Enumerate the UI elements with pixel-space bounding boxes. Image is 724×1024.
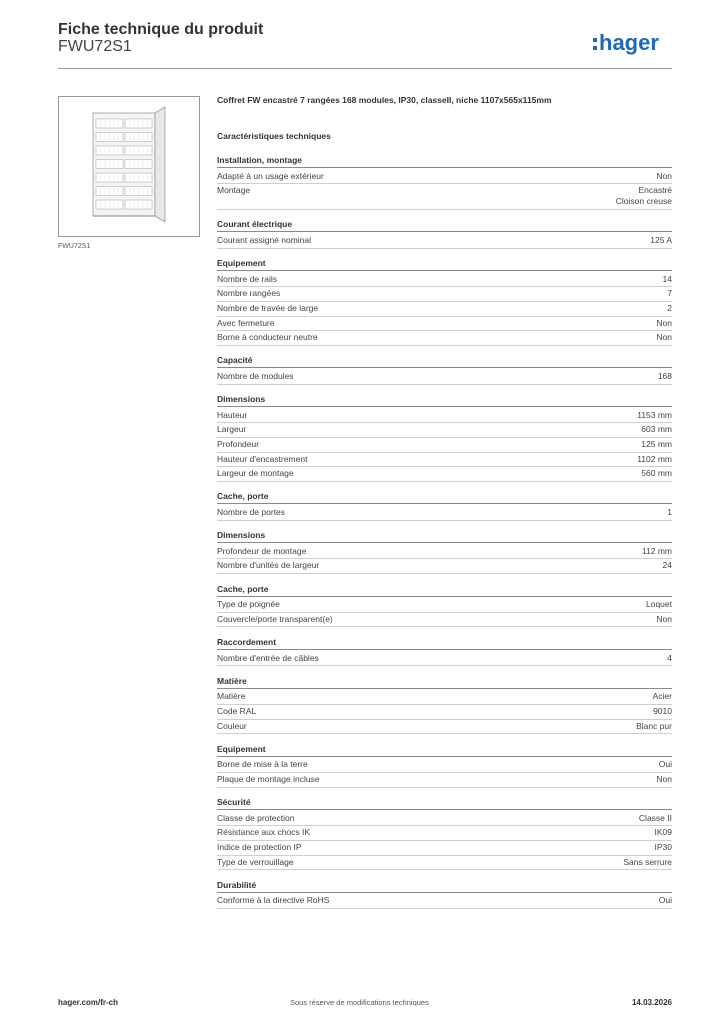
spec-row bbox=[217, 841, 672, 856]
spec-row bbox=[217, 331, 672, 346]
spec-value: Non bbox=[656, 332, 672, 343]
image-caption: FWU72S1 bbox=[58, 243, 91, 250]
spec-row bbox=[217, 370, 672, 385]
spec-row bbox=[217, 894, 672, 909]
spec-value: Oui bbox=[658, 895, 672, 906]
spec-label: Borne à conducteur neutre bbox=[217, 332, 318, 343]
footer-website: hager.com/fr-ch bbox=[58, 998, 119, 1007]
spec-label: Nombre de portes bbox=[217, 507, 286, 517]
spec-row bbox=[217, 545, 672, 560]
spec-row bbox=[217, 758, 672, 773]
spec-label: Nombre d'entrée de câbles bbox=[217, 652, 319, 663]
spec-value: Non bbox=[656, 317, 672, 328]
spec-value: 125 A bbox=[650, 235, 672, 245]
spec-value: Non bbox=[656, 613, 672, 624]
spec-row bbox=[217, 826, 672, 841]
spec-value: 1 bbox=[667, 507, 672, 517]
footer-notice: Sous réserve de modifications techniques bbox=[290, 998, 429, 1007]
spec-label: Indice de protection IP bbox=[217, 842, 302, 852]
spec-value: 4 bbox=[667, 652, 672, 663]
spec-row bbox=[217, 438, 672, 453]
section-title: Installation, montage bbox=[217, 155, 672, 168]
spec-label: Profondeur bbox=[217, 439, 260, 449]
section-title: Dimensions bbox=[217, 530, 672, 543]
spec-row bbox=[217, 302, 672, 317]
spec-row bbox=[217, 506, 672, 521]
spec-label: Nombre de rails bbox=[217, 273, 277, 284]
spec-value: Encastré bbox=[638, 185, 672, 196]
spec-row bbox=[217, 467, 672, 482]
section-title: Durabilité bbox=[217, 880, 672, 893]
spec-value: IP30 bbox=[654, 842, 672, 852]
section-title: Equipement bbox=[217, 258, 672, 271]
spec-value: Blanc pur bbox=[636, 720, 672, 731]
spec-value: Classe II bbox=[638, 812, 672, 823]
spec-row bbox=[217, 273, 672, 288]
spec-row bbox=[217, 705, 672, 720]
spec-row bbox=[217, 170, 672, 185]
spec-value: Sans serrure bbox=[623, 856, 672, 867]
spec-row bbox=[217, 613, 672, 628]
spec-value: 24 bbox=[662, 560, 672, 571]
spec-label: Largeur bbox=[217, 424, 247, 435]
spec-row bbox=[217, 234, 672, 249]
section-title: Dimensions bbox=[217, 394, 672, 407]
spec-label: Montage bbox=[217, 185, 251, 196]
section-title: Capacité bbox=[217, 355, 672, 368]
section-title: Matière bbox=[217, 676, 672, 689]
spec-value: 14 bbox=[662, 273, 672, 284]
spec-row bbox=[217, 409, 672, 424]
footer-date: 14.03.2026 bbox=[631, 998, 672, 1007]
spec-row bbox=[217, 812, 672, 827]
product-image bbox=[58, 96, 200, 237]
header-divider bbox=[58, 68, 672, 69]
spec-label: Nombre rangées bbox=[217, 288, 281, 299]
spec-row bbox=[217, 773, 672, 788]
spec-row bbox=[217, 856, 672, 871]
spec-value: Acier bbox=[652, 691, 672, 702]
section-title: Courant électrique bbox=[217, 219, 672, 232]
spec-label: Conforme à la directive RoHS bbox=[217, 895, 330, 906]
spec-label: Type de verrouillage bbox=[217, 856, 294, 867]
spec-label: Courant assigné nominal bbox=[217, 235, 312, 245]
spec-label: Nombre d'unités de largeur bbox=[217, 560, 320, 571]
spec-value: 2 bbox=[667, 303, 672, 313]
spec-value: 1153 mm bbox=[637, 409, 672, 420]
spec-value: Non bbox=[656, 170, 672, 181]
cabinet-illustration bbox=[59, 97, 199, 236]
spec-label: Avec fermeture bbox=[217, 317, 275, 328]
spec-label: Code RAL bbox=[217, 706, 257, 716]
spec-label: Largeur de montage bbox=[217, 468, 294, 479]
section-title: Raccordement bbox=[217, 637, 672, 650]
spec-label: Couleur bbox=[217, 720, 247, 731]
spec-row bbox=[217, 720, 672, 735]
spec-label: Nombre de modules bbox=[217, 371, 294, 381]
spec-label: Hauteur d'encastrement bbox=[217, 453, 308, 464]
spec-label: Couvercle/porte transparent(e) bbox=[217, 613, 333, 624]
section-title: Sécurité bbox=[217, 797, 672, 810]
spec-label: Profondeur de montage bbox=[217, 545, 307, 556]
spec-value: Loquet bbox=[646, 599, 672, 610]
spec-row bbox=[217, 453, 672, 468]
spec-label: Matière bbox=[217, 691, 246, 702]
spec-label: Hauteur bbox=[217, 409, 248, 420]
product-reference: FWU72S1 bbox=[58, 38, 132, 55]
spec-label: Borne de mise à la terre bbox=[217, 759, 308, 770]
section-title: Equipement bbox=[217, 744, 672, 757]
spec-row bbox=[217, 559, 672, 574]
spec-row bbox=[217, 652, 672, 667]
spec-value-secondary: Cloison creuse bbox=[615, 196, 672, 207]
spec-label: Résistance aux chocs IK bbox=[217, 827, 311, 838]
svg-text:hager: hager bbox=[599, 30, 659, 55]
spec-value: 1102 mm bbox=[637, 453, 672, 464]
page-title: Fiche technique du produit bbox=[58, 21, 264, 38]
spec-row bbox=[217, 423, 672, 438]
product-description: Coffret FW encastré 7 rangées 168 modules, IP30, classeII, niche 1107x565x115mm bbox=[217, 95, 552, 105]
hager-logo bbox=[593, 26, 675, 58]
spec-row bbox=[217, 184, 672, 210]
spec-value: 168 bbox=[657, 371, 672, 381]
spec-row bbox=[217, 287, 672, 302]
spec-value: 112 mm bbox=[641, 545, 672, 556]
spec-value: IK09 bbox=[654, 827, 672, 838]
spec-value: 125 mm bbox=[641, 439, 672, 449]
spec-label: Type de poignée bbox=[217, 599, 280, 610]
spec-value: Non bbox=[656, 774, 672, 784]
spec-label: Adapté à un usage extérieur bbox=[217, 170, 324, 181]
spec-value: 9010 bbox=[653, 706, 672, 716]
spec-value: 7 bbox=[667, 288, 672, 299]
spec-value: 560 mm bbox=[641, 468, 672, 479]
section-title: Cache, porte bbox=[217, 491, 672, 504]
tech-characteristics-title: Caractéristiques techniques bbox=[217, 131, 331, 141]
spec-row bbox=[217, 598, 672, 613]
spec-label: Nombre de travée de large bbox=[217, 303, 319, 313]
section-title: Cache, porte bbox=[217, 584, 672, 597]
spec-row bbox=[217, 317, 672, 332]
spec-value: 603 mm bbox=[641, 424, 672, 435]
spec-label: Plaque de montage incluse bbox=[217, 774, 320, 784]
spec-row bbox=[217, 690, 672, 705]
spec-value: Oui bbox=[658, 759, 672, 770]
spec-label: Classe de protection bbox=[217, 812, 295, 823]
